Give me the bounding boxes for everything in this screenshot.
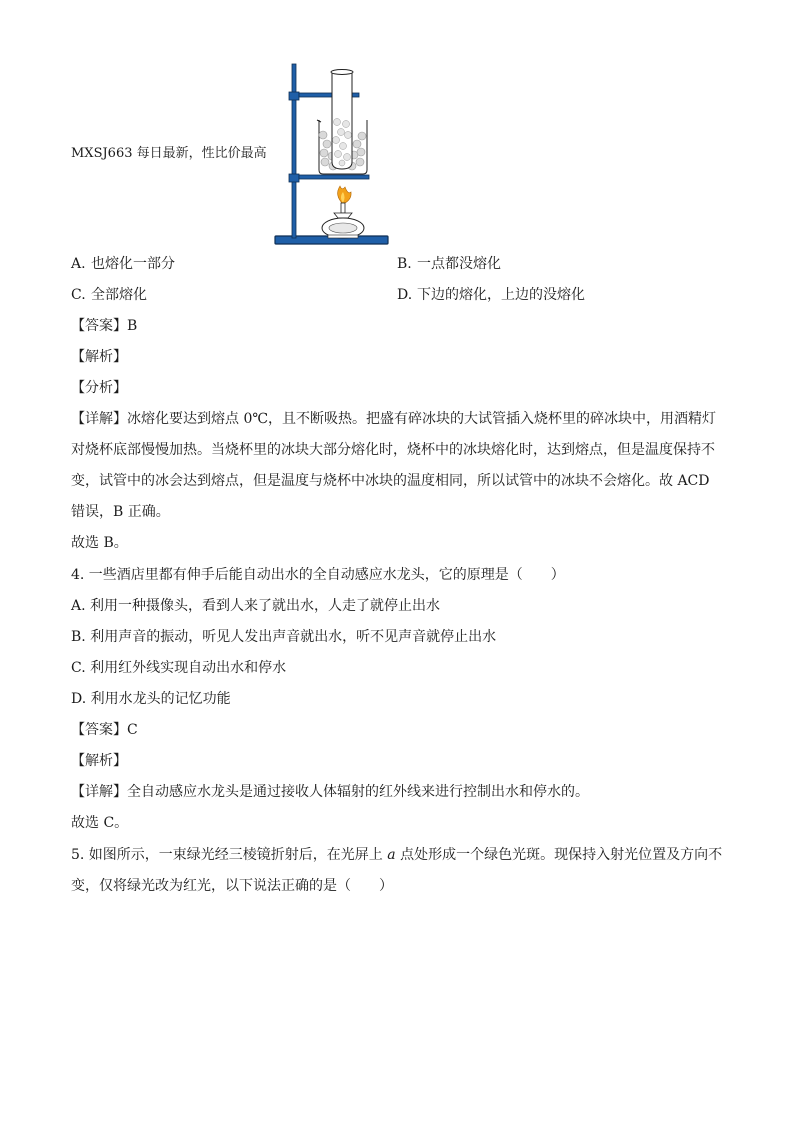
q5-stem-line-2: 变，仅将绿光改为红光，以下说法正确的是（ ） bbox=[71, 878, 393, 894]
q4-analysis-label: 【解析】 bbox=[71, 753, 127, 769]
q3-detail-line-2: 对烧杯底部慢慢加热。当烧杯里的冰块大部分熔化时，烧杯中的冰块熔化时，达到熔点，但是温度保持不 bbox=[71, 442, 715, 458]
q3-detail-line-1: 【详解】冰熔化要达到熔点 0℃，且不断吸热。把盛有碎冰块的大试管插入烧杯里的碎冰块中，用酒精灯 bbox=[71, 411, 717, 427]
watermark-text: MXSJ663 每日最新，性比价最高 bbox=[71, 146, 267, 161]
q3-detail-line-3: 变，试管中的冰会达到熔点，但是温度与烧杯中冰块的温度相同，所以试管中的冰块不会熔化。故 ACD bbox=[71, 473, 710, 489]
q3-option-d[interactable]: D. 下边的熔化，上边的没熔化 bbox=[397, 287, 585, 303]
q3-analysis-label: 【解析】 bbox=[71, 349, 127, 365]
q4-stem: 4. 一些酒店里都有伸手后能自动出水的全自动感应水龙头，它的原理是（ ） bbox=[71, 567, 565, 583]
q4-option-d[interactable]: D. 利用水龙头的记忆功能 bbox=[71, 691, 231, 707]
q3-option-a[interactable]: A. 也熔化一部分 bbox=[71, 256, 175, 272]
apparatus-diagram bbox=[272, 62, 394, 248]
q4-detail: 【详解】全自动感应水龙头是通过接收人体辐射的红外线来进行控制出水和停水的。 bbox=[71, 784, 589, 800]
q4-answer: 【答案】C bbox=[71, 722, 138, 738]
q4-option-b[interactable]: B. 利用声音的振动，听见人发出声音就出水，听不见声音就停止出水 bbox=[71, 629, 497, 645]
q3-fenxi-label: 【分析】 bbox=[71, 380, 127, 396]
q3-option-c[interactable]: C. 全部熔化 bbox=[71, 287, 147, 303]
q5-stem-line-1: 5. 如图所示，一束绿光经三棱镜折射后，在光屏上 a 点处形成一个绿色光斑。现保持入射光位置及方向不 bbox=[71, 847, 723, 863]
point-a-label: a bbox=[387, 847, 396, 863]
q3-option-b[interactable]: B. 一点都没熔化 bbox=[397, 256, 501, 272]
q4-option-a[interactable]: A. 利用一种摄像头，看到人来了就出水，人走了就停止出水 bbox=[71, 598, 441, 614]
q4-choose: 故选 C。 bbox=[71, 815, 129, 831]
q3-choose: 故选 B。 bbox=[71, 535, 128, 551]
q3-answer: 【答案】B bbox=[71, 318, 138, 334]
q3-detail-line-4: 错误，B 正确。 bbox=[71, 504, 170, 520]
q4-option-c[interactable]: C. 利用红外线实现自动出水和停水 bbox=[71, 660, 287, 676]
